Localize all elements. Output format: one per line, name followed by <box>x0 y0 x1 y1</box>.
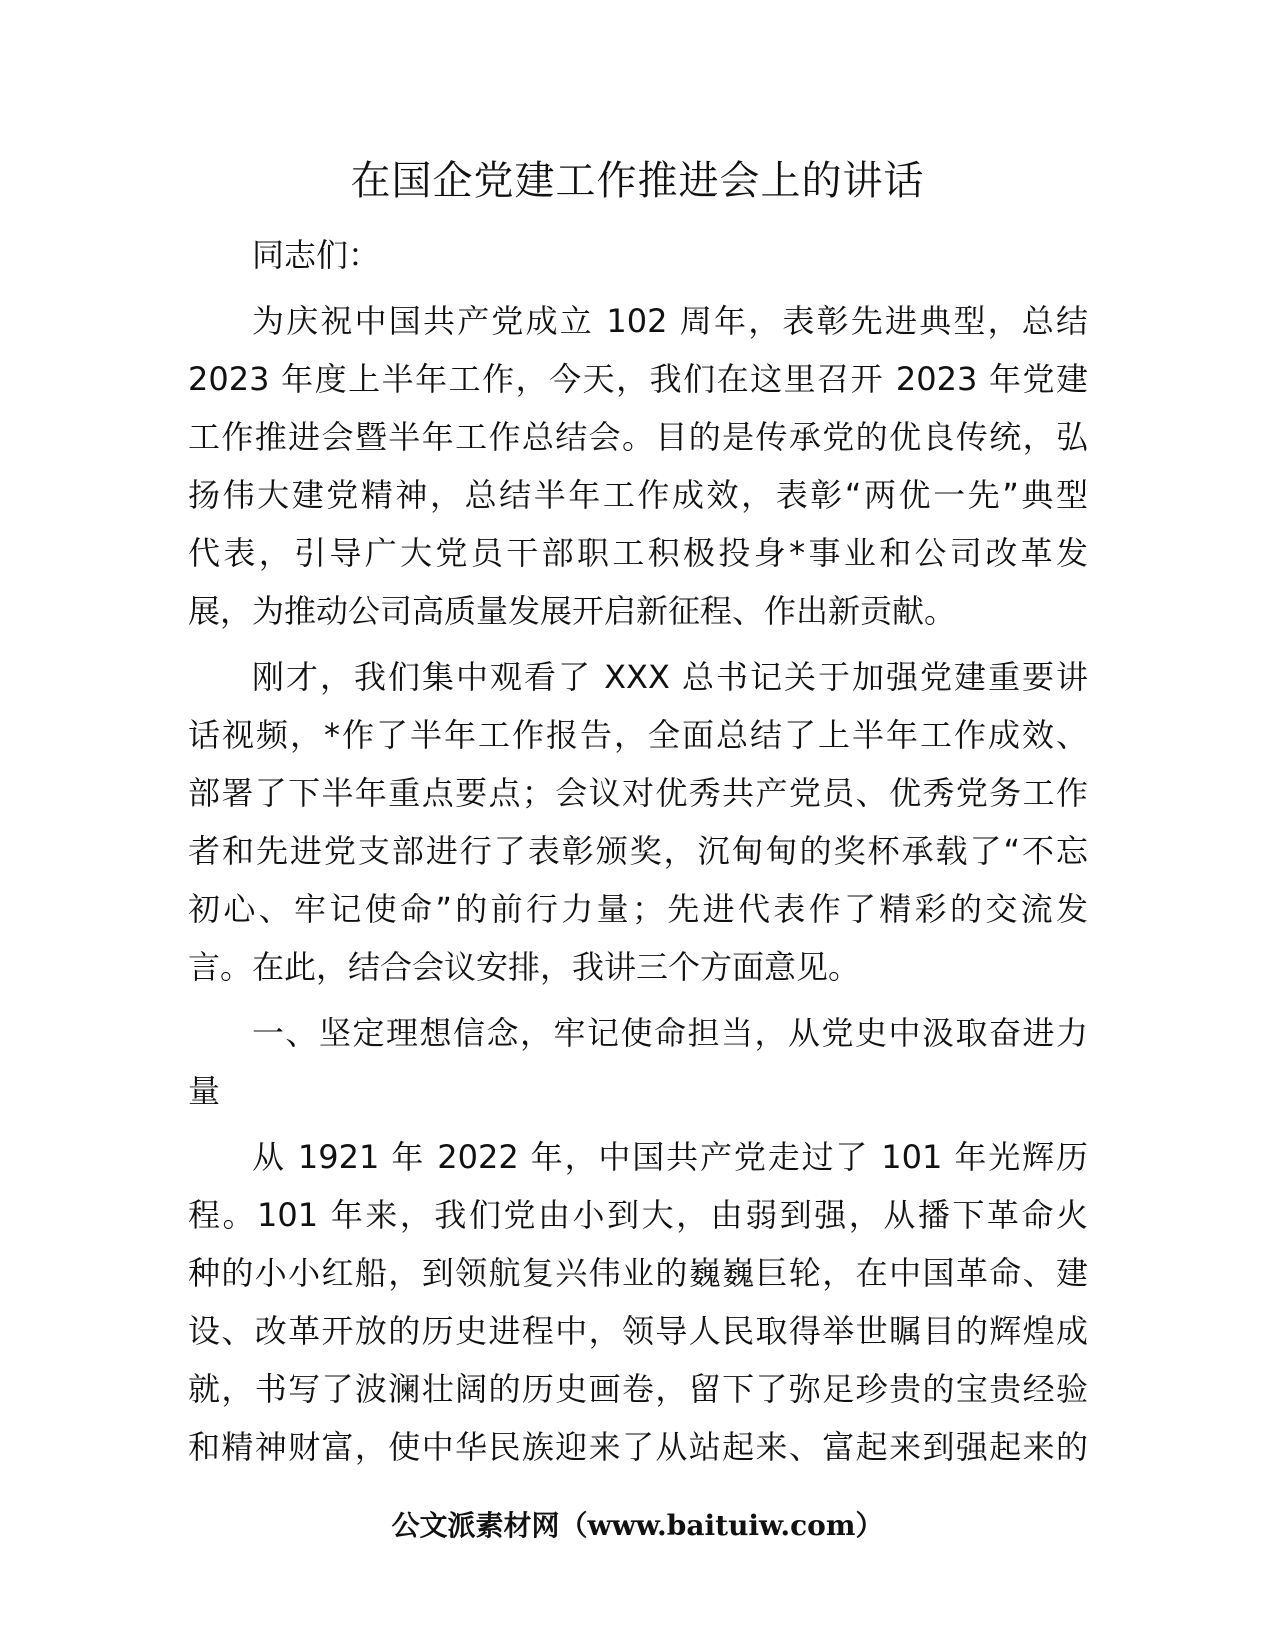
document-body <box>188 226 1088 1476</box>
paragraph-2 <box>188 648 1088 996</box>
section-heading-line: 量 <box>188 1072 221 1110</box>
paragraph-line: 就，书写了波澜壮阔的历史画卷，留下了弥足珍贵的宝贵经验 <box>188 1370 1088 1408</box>
paragraph-line: 展，为推动公司高质量发展开启新征程、作出新贡献。 <box>188 592 957 630</box>
paragraph-line: 从 1921 年 2022 年，中国共产党走过了 101 年光辉历 <box>252 1138 1088 1176</box>
paragraph-line: 为庆祝中国共产党成立 102 周年，表彰先进典型，总结 <box>252 302 1088 340</box>
footer-watermark-text: 公文派素材网（www.baituiw.com） <box>391 1509 884 1542</box>
salutation: 同志们： <box>252 236 381 274</box>
section-heading-line: 一、坚定理想信念，牢记使命担当，从党史中汲取奋进力 <box>252 1014 1088 1052</box>
paragraph-line: 言。在此，结合会议安排，我讲三个方面意见。 <box>188 948 861 986</box>
paragraph-line: 代表，引导广大党员干部职工积极投身*事业和公司改革发 <box>188 534 1088 572</box>
section-heading-1 <box>188 1004 1088 1120</box>
paragraph-line: 2023 年度上半年工作，今天，我们在这里召开 2023 年党建 <box>188 360 1088 398</box>
paragraph-line: 设、改革开放的历史进程中，领导人民取得举世瞩目的辉煌成 <box>188 1312 1088 1350</box>
paragraph-line: 扬伟大建党精神，总结半年工作成效，表彰“两优一先”典型 <box>188 476 1088 514</box>
paragraph-line: 话视频，*作了半年工作报告，全面总结了上半年工作成效、 <box>188 716 1088 754</box>
paragraph-line: 和精神财富，使中华民族迎来了从站起来、富起来到强起来的 <box>188 1428 1088 1466</box>
paragraph-line: 程。101 年来，我们党由小到大，由弱到强，从播下革命火 <box>188 1196 1088 1234</box>
paragraph-line: 初心、牢记使命”的前行力量；先进代表作了精彩的交流发 <box>188 890 1088 928</box>
paragraph-line: 刚才，我们集中观看了 XXX 总书记关于加强党建重要讲 <box>252 658 1088 696</box>
paragraph-1 <box>188 292 1088 640</box>
paragraph-line: 种的小小红船，到领航复兴伟业的巍巍巨轮，在中国革命、建 <box>188 1254 1088 1292</box>
paragraph-line: 者和先进党支部进行了表彰颁奖，沉甸甸的奖杯承载了“不忘 <box>188 832 1088 870</box>
paragraph-3 <box>188 1128 1088 1476</box>
paragraph-line: 部署了下半年重点要点；会议对优秀共产党员、优秀党务工作 <box>188 774 1088 812</box>
document-title: 在国企党建工作推进会上的讲话 <box>350 158 925 204</box>
paragraph-line: 工作推进会暨半年工作总结会。目的是传承党的优良传统，弘 <box>188 418 1088 456</box>
